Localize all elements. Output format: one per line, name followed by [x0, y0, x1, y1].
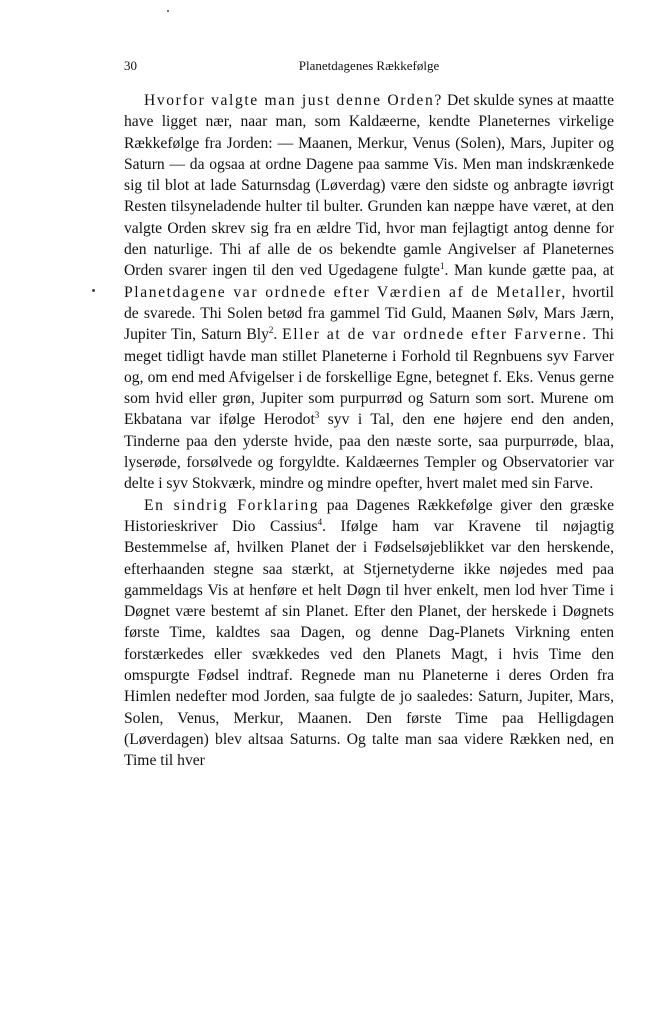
- paragraph: [124, 90, 614, 495]
- footnote-ref: 4: [317, 516, 323, 527]
- footnote-ref: 1: [439, 261, 445, 272]
- spaced-emphasis: Planetdagene var ordnede efter Værdien af de Metaller,: [124, 283, 567, 301]
- footnote-ref: 2: [268, 325, 274, 336]
- scan-speck: [92, 289, 95, 292]
- text-run: Thi meget tidligt havde man stillet Planeterne i Forhold til Regnbuens syv Farver og, om end med Afvigelser i de forskellige Egne, betegnet f. Eks. Venus gerne som hvid eller grøn, Jupiter som purpurrød og Saturn som sort. Murene om Ekbatana var ifølge Herodot: [124, 326, 615, 429]
- spaced-emphasis: Hvorfor valgte man just denne Orden?: [144, 92, 443, 109]
- text-run: Det skulde synes at maatte have ligget nær, naar man, som Kaldæerne, kendte Planeternes virkelige Rækkefølge fra Jorden: — Maanen, Merkur, Venus (Solen), Mars, Jupiter og Saturn — da ogsaa at ordne Dagene paa samme Vis. Men man indskrænkede sig til blot at lade Saturnsdag (Løverdag) være den sidste og anbragte iøvrigt Resten tilsyneladende hulter til bulter. Grunden kan næppe have været, at den valgte Orden skrev sig fra en ældre Tid, hvor man fejlagtigt antog denne for den naturlige. Thi af alle de os bekendte gamle Angivelser af Planeternes Orden svarer ingen til den ved Ugedagene fulgte: [124, 92, 614, 280]
- text-run: hvortil de svarede. Thi Solen betød fra gammel Tid Guld, Maanen Sølv, Mars Jærn, Jupiter Tin, Saturn Bly: [124, 283, 614, 344]
- body-text: [124, 90, 614, 772]
- text-run: . Man kunde gætte paa, at: [444, 262, 614, 280]
- page-header: [124, 56, 614, 76]
- paragraph: [124, 495, 614, 772]
- text-run: syv i Tal, den ene højere end den anden, Tinderne paa den yderste hvide, paa den næste sorte, saa purpurrøde, blaa, lyserøde, forsølvede og forgyldte. Kaldæernes Templer og Observatorier var delte i syv Stokværk, mindre og mindre opefter, hvert malet med sin Farve.: [124, 411, 614, 493]
- page-number: 30: [124, 58, 137, 73]
- text-run: . Ifølge ham var Kravene til nøjagtig Bestemmelse af, hvilken Planet der i Fødselsøjeblikket var den herskende, efterhaanden stegne saa stærkt, at Stjernetyderne ikke nøjedes med paa gammeldags Vis at henføre et helt Døgn til hver enkelt, men lod hver Time i Døgnet være bestemt af sin Planet. Efter den Planet, der herskede i Døgnets første Time, kaldtes saa Dagen, og denne Dag-Planets Virkning enten forstærkedes eller svækkedes ved den Planets Magt, i hvis Time den omspurgte Fødsel indtraf. Regnede man nu Planeterne i deres Orden fra Himlen nedefter mod Jorden, saa fulgte de jo saaledes: Saturn, Jupiter, Mars, Solen, Venus, Merkur, Maanen. Den første Time paa Helligdagen (Løverdagen) blev altsaa Saturns. Og talte man saa videre Rækken ned, en Time til hver: [124, 517, 615, 770]
- text-run: .: [273, 326, 283, 344]
- running-title: Planetdagenes Rækkefølge: [298, 58, 440, 73]
- text-run: paa Dagenes Rækkefølge giver den græske Historieskriver Dio Cassius: [124, 496, 614, 535]
- spaced-emphasis: Eller at de var ordnede efter Farverne.: [282, 326, 588, 344]
- scan-speck: [167, 10, 169, 12]
- spaced-emphasis: En sindrig Forklaring: [144, 496, 320, 514]
- footnote-ref: 3: [314, 410, 320, 421]
